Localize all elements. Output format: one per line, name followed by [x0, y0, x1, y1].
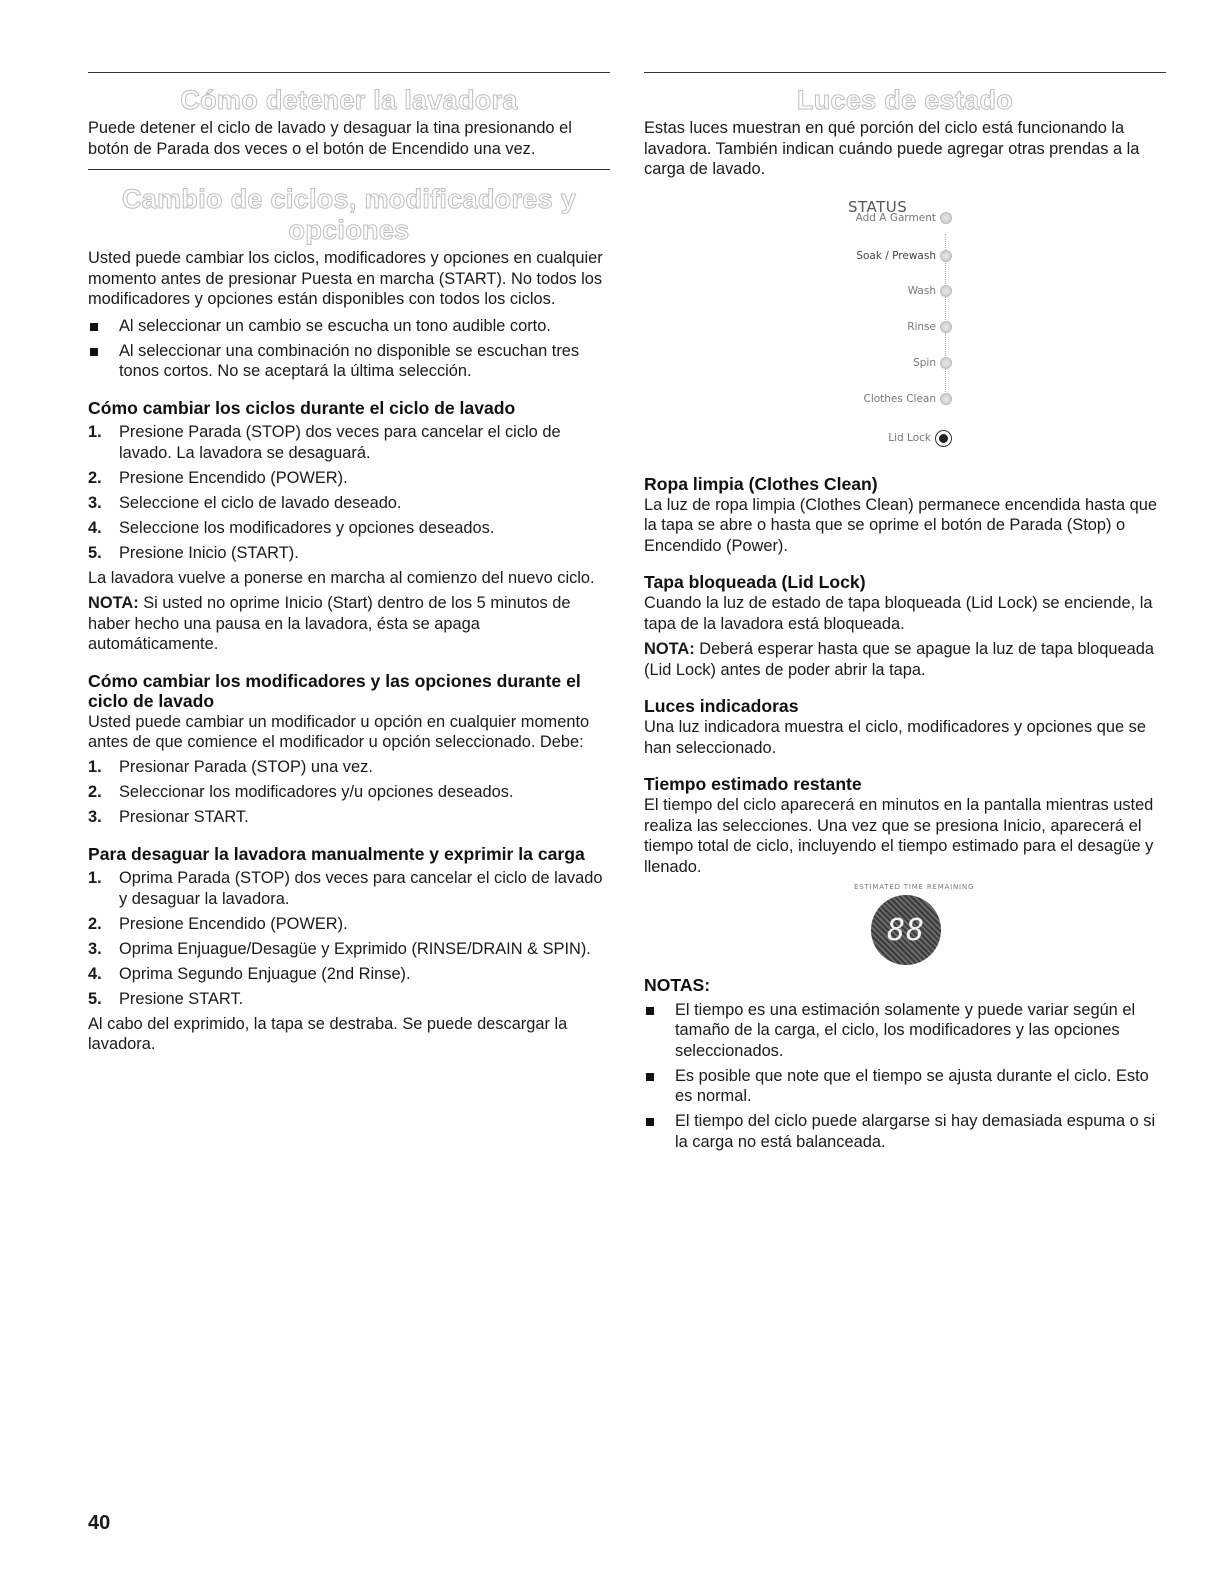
mods-heading: Cómo cambiar los modificadores y las opciones durante el ciclo de lavado: [88, 670, 581, 711]
status-light-lid-lock: [888, 430, 952, 447]
note-text: Deberá esperar hasta que se apague la luz de tapa bloqueada (Lid Lock) antes de poder abrir la tapa.: [644, 640, 1154, 679]
time-heading: Tiempo estimado restante: [644, 774, 862, 794]
clean-text: La luz de ropa limpia (Clothes Clean) permanece encendida hasta que la tapa se abre o hasta que se oprime el botón de Parada (Stop) o Encendido (Power).: [644, 495, 1157, 555]
list-item: [644, 1111, 1166, 1152]
step-text: Presione Parada (STOP) dos veces para cancelar el ciclo de lavado. La lavadora se desaguará.: [119, 423, 561, 462]
right-column: [644, 72, 1166, 1157]
list-item: 5. Presione Inicio (START).: [88, 543, 299, 562]
bullet-icon: [646, 1073, 654, 1081]
list-item: [644, 1066, 1166, 1107]
mods-text: Usted puede cambiar un modificador u opción en cualquier momento antes de que comience el modificador u opción seleccionado. Debe:: [88, 712, 590, 751]
note-label: NOTA:: [88, 594, 139, 612]
bullet-text: Al seleccionar una combinación no disponible se escuchan tres tonos cortos. No se aceptará la última selección.: [119, 341, 580, 380]
time-text: El tiempo del ciclo aparecerá en minutos en la pantalla mientras usted realiza las selecciones. Una vez que se presiona Inicio, aparecerá el tiempo total de ciclo, incluyendo el tiempo estimado para el desagüe y llenado.: [644, 796, 1154, 876]
clean-heading: Ropa limpia (Clothes Clean): [644, 473, 878, 494]
lock-text: Cuando la luz de estado de tapa bloqueada (Lid Lock) se enciende, la tapa de la lavadora está bloqueada.: [644, 594, 1153, 633]
drain-steps: [88, 868, 610, 1009]
top-rule: [644, 72, 1166, 73]
drain-after: Al cabo del exprimido, la tapa se destraba. Se puede descargar la lavadora.: [88, 1014, 568, 1053]
change-title-line2: opciones: [288, 215, 410, 245]
status-light-clothes-clean: [863, 393, 952, 405]
light-icon: [940, 250, 952, 262]
light-icon: [940, 212, 952, 224]
change-bullets: [88, 316, 610, 382]
step-text: Presione START.: [119, 989, 244, 1008]
status-light-spin: [913, 357, 952, 369]
list-item: 3. Presionar START.: [88, 808, 249, 826]
light-icon: [940, 357, 952, 369]
stop-text: Puede detener el ciclo de lavado y desaguar la tina presionando el botón de Parada dos veces o el botón de Encendido una vez.: [88, 119, 572, 158]
cycles-heading: Cómo cambiar los ciclos durante el ciclo de lavado: [88, 397, 516, 418]
notes-heading: NOTAS:: [644, 975, 711, 995]
status-panel: [644, 180, 1166, 470]
bullet-icon: [646, 1118, 654, 1126]
list-item: 3. Oprima Enjuague/Desagüe y Exprimido (RINSE/DRAIN & SPIN).: [88, 939, 591, 958]
bullet-icon: [646, 1007, 654, 1015]
note-label: NOTA:: [644, 640, 695, 658]
step-text: Presione Encendido (POWER).: [119, 914, 348, 933]
status-light-add-garment: [856, 212, 952, 224]
step-text: Oprima Parada (STOP) dos veces para cancelar el ciclo de lavado y desaguar la lavadora.: [119, 869, 603, 908]
list-item: 2. Presione Encendido (POWER).: [88, 468, 348, 487]
list-item: [88, 316, 610, 337]
top-rule: [88, 72, 610, 73]
lock-note: [644, 639, 1166, 680]
step-text: Presionar START.: [119, 808, 249, 826]
list-item: 1. Oprima Parada (STOP) dos veces para cancelar el ciclo de lavado y desaguar la lavadora.: [88, 869, 603, 908]
note-text: Si usted no oprime Inicio (Start) dentro de los 5 minutos de haber hecho una pausa en la lavadora, ésta se apaga automáticamente.: [88, 594, 571, 653]
step-text: Seleccione los modificadores y opciones deseados.: [119, 518, 495, 537]
status-label: Lid Lock: [888, 432, 931, 444]
step-text: Presione Encendido (POWER).: [119, 468, 348, 487]
step-text: Oprima Segundo Enjuague (2nd Rinse).: [119, 964, 411, 983]
status-label: Soak / Prewash: [856, 249, 936, 262]
step-text: Seleccione el ciclo de lavado deseado.: [119, 493, 402, 512]
list-item: [88, 341, 610, 382]
page-number: 40: [88, 1512, 111, 1534]
status-label: Spin: [913, 356, 936, 369]
list-item: 5. Presione START.: [88, 989, 244, 1008]
status-light-wash: [908, 285, 952, 297]
change-title: [88, 184, 610, 246]
status-label: Clothes Clean: [863, 392, 936, 405]
bullet-icon: [90, 348, 98, 356]
cycles-steps: [88, 422, 610, 563]
lock-heading: Tapa bloqueada (Lid Lock): [644, 572, 866, 592]
step-text: Presione Inicio (START).: [119, 543, 299, 562]
list-item: 2. Seleccionar los modificadores y/u opciones deseados.: [88, 783, 514, 801]
list-item: [644, 1000, 1166, 1062]
status-panel-title: STATUS: [848, 197, 908, 216]
lid-lock-icon: [935, 430, 952, 447]
left-column: [88, 72, 610, 1055]
bullet-text: Al seleccionar un cambio se escucha un tono audible corto.: [119, 316, 551, 335]
ind-text: Una luz indicadora muestra el ciclo, modificadores y opciones que se han seleccionado.: [644, 718, 1146, 757]
list-item: 1. Presione Parada (STOP) dos veces para cancelar el ciclo de lavado. La lavadora se desaguará.: [88, 423, 561, 462]
time-display: [644, 877, 1166, 967]
step-text: Seleccionar los modificadores y/u opciones deseados.: [119, 783, 514, 801]
status-light-rinse: [907, 321, 952, 333]
display-disc: [871, 895, 941, 965]
display-label: ESTIMATED TIME REMAINING: [854, 883, 975, 891]
list-item: 4. Seleccione los modificadores y opciones deseados.: [88, 518, 495, 537]
cycles-note: [88, 593, 610, 655]
status-label: Rinse: [907, 320, 936, 333]
bullet-icon: [90, 323, 98, 331]
display-digits: 88: [886, 912, 926, 948]
stop-title: Cómo detener la lavadora: [180, 85, 518, 115]
change-title-line1: Cambio de ciclos, modificadores y: [121, 184, 577, 214]
step-text: Presionar Parada (STOP) una vez.: [119, 758, 373, 776]
divider: [88, 169, 610, 170]
note-item: Es posible que note que el tiempo se ajusta durante el ciclo. Esto es normal.: [675, 1066, 1149, 1105]
change-text: Usted puede cambiar los ciclos, modificadores y opciones en cualquier momento antes de presionar Puesta en marcha (START). No todos los modificadores y opciones están disponibles con todos los ciclos.: [88, 249, 603, 308]
cycles-after: La lavadora vuelve a ponerse en marcha al comienzo del nuevo ciclo.: [88, 568, 595, 587]
step-text: Oprima Enjuague/Desagüe y Exprimido (RINSE/DRAIN & SPIN).: [119, 939, 591, 958]
list-item: 1. Presionar Parada (STOP) una vez.: [88, 758, 373, 776]
status-title: Luces de estado: [796, 85, 1014, 115]
notes-list: [644, 1000, 1166, 1153]
status-label: Wash: [907, 284, 936, 297]
light-icon: [940, 393, 952, 405]
ind-heading: Luces indicadoras: [644, 696, 799, 716]
drain-heading: Para desaguar la lavadora manualmente y exprimir la carga: [88, 843, 585, 864]
note-item: El tiempo es una estimación solamente y puede variar según el tamaño de la carga, el ciclo, los modificadores y las opciones seleccionados.: [675, 1000, 1136, 1060]
status-light-soak: [856, 250, 952, 262]
light-icon: [940, 285, 952, 297]
list-item: 2. Presione Encendido (POWER).: [88, 914, 348, 933]
list-item: 4. Oprima Segundo Enjuague (2nd Rinse).: [88, 964, 411, 983]
status-label: Add A Garment: [855, 211, 936, 224]
status-text: Estas luces muestran en qué porción del ciclo está funcionando la lavadora. También indican cuándo puede agregar otras prendas a la carga de lavado.: [644, 119, 1140, 178]
list-item: 3. Seleccione el ciclo de lavado deseado.: [88, 493, 402, 512]
mods-steps: [88, 757, 610, 828]
light-icon: [940, 321, 952, 333]
note-item: El tiempo del ciclo puede alargarse si hay demasiada espuma o si la carga no está balanceada.: [675, 1112, 1156, 1151]
